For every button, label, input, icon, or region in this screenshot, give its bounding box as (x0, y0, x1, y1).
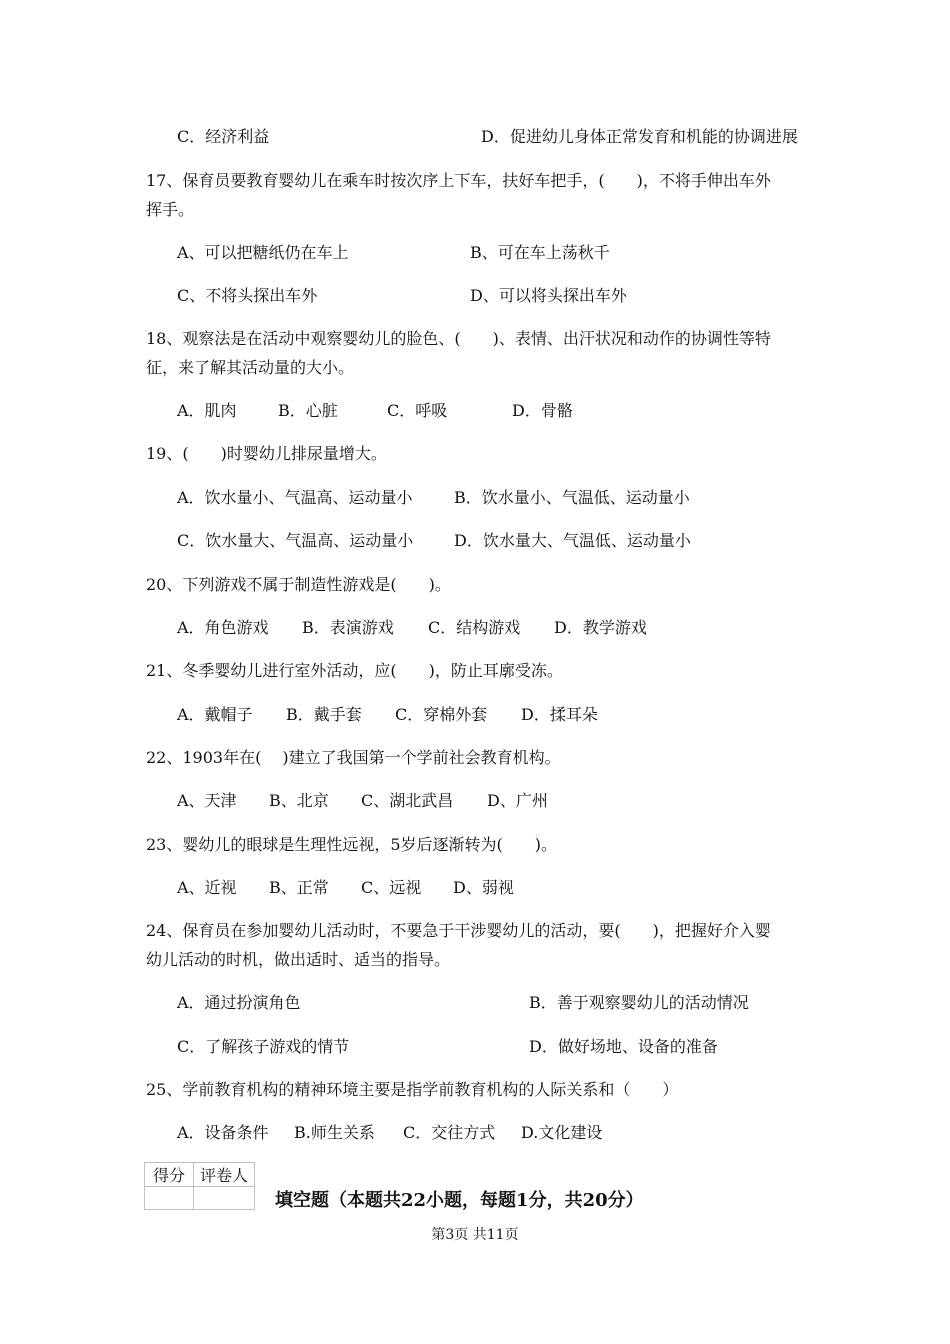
score-cell (145, 1187, 194, 1210)
q22-option-a: A、天津 (177, 791, 237, 810)
q21-option-a: A．戴帽子 (177, 705, 253, 724)
q23-stem: 23、婴幼儿的眼球是生理性远视，5岁后逐渐转为( )。 (146, 835, 558, 854)
q19-stem: 19、( )时婴幼儿排尿量增大。 (146, 444, 387, 463)
q16-option-d: D．促进幼儿身体正常发育和机能的协调进展 (481, 127, 798, 146)
q20-option-a: A．角色游戏 (177, 618, 269, 637)
q17-option-a: A、可以把糖纸仍在车上 (177, 243, 349, 262)
q23-option-b: B、正常 (269, 878, 329, 897)
q21-option-d: D．揉耳朵 (521, 705, 598, 724)
q20-option-c: C．结构游戏 (428, 618, 521, 637)
q25-stem: 25、学前教育机构的精神环境主要是指学前教育机构的人际关系和（ ） (146, 1080, 679, 1099)
q25-option-c: C．交往方式 (403, 1123, 496, 1142)
q23-option-c: C、远视 (361, 878, 422, 897)
q24-option-d: D．做好场地、设备的准备 (529, 1037, 718, 1056)
q23-option-a: A、近视 (177, 878, 237, 897)
q16-option-c: C．经济利益 (177, 127, 270, 146)
q18-option-c: C．呼吸 (387, 401, 448, 420)
q22-stem: 22、1903年在( )建立了我国第一个学前社会教育机构。 (146, 748, 561, 767)
q18-stem-line2: 征，来了解其活动量的大小。 (146, 358, 355, 377)
q25-option-d: D.文化建设 (521, 1123, 603, 1142)
score-label: 得分 (145, 1163, 194, 1187)
q19-option-a: A．饮水量小、气温高、运动量小 (177, 488, 413, 507)
q24-stem-line2: 幼儿活动的时机，做出适时、适当的指导。 (146, 950, 451, 969)
q18-option-a: A．肌肉 (177, 401, 237, 420)
q21-stem: 21、冬季婴幼儿进行室外活动，应( )，防止耳廓受冻。 (146, 661, 563, 680)
q23-option-d: D、弱视 (453, 878, 514, 897)
q24-option-b: B．善于观察婴幼儿的活动情况 (529, 993, 749, 1012)
q19-option-d: D．饮水量大、气温低、运动量小 (454, 531, 691, 550)
q22-option-c: C、湖北武昌 (361, 791, 454, 810)
q21-option-b: B．戴手套 (286, 705, 362, 724)
page-footer: 第3页 共11页 (431, 1227, 519, 1243)
q17-option-c: C、不将头探出车外 (177, 286, 318, 305)
q25-option-a: A．设备条件 (177, 1123, 269, 1142)
grader-cell (194, 1187, 255, 1210)
q24-option-c: C．了解孩子游戏的情节 (177, 1037, 350, 1056)
q17-stem-line1: 17、保育员要教育婴幼儿在乘车时按次序上下车，扶好车把手，( )，不将手伸出车外 (146, 171, 771, 190)
q17-stem-line2: 挥手。 (146, 200, 195, 219)
section-title: 填空题（本题共22小题，每题1分，共20分） (275, 1190, 644, 1211)
q17-option-d: D、可以将头探出车外 (470, 286, 627, 305)
q24-option-a: A．通过扮演角色 (177, 993, 301, 1012)
q20-option-b: B．表演游戏 (302, 618, 394, 637)
grader-label: 评卷人 (194, 1163, 255, 1187)
q18-stem-line1: 18、观察法是在活动中观察婴幼儿的脸色、( )、表情、出汗状况和动作的协调性等特 (146, 329, 771, 348)
q22-option-b: B、北京 (269, 791, 329, 810)
q17-option-b: B、可在车上荡秋千 (470, 243, 610, 262)
q20-option-d: D．教学游戏 (554, 618, 647, 637)
q18-option-b: B．心脏 (278, 401, 338, 420)
q19-option-b: B．饮水量小、气温低、运动量小 (454, 488, 690, 507)
q19-option-c: C．饮水量大、气温高、运动量小 (177, 531, 414, 550)
q18-option-d: D．骨骼 (512, 401, 573, 420)
q25-option-b: B.师生关系 (294, 1123, 375, 1142)
q24-stem-line1: 24、保育员在参加婴幼儿活动时，不要急于干涉婴幼儿的活动，要( )，把握好介入婴 (146, 921, 771, 940)
q21-option-c: C．穿棉外套 (395, 705, 488, 724)
q20-stem: 20、下列游戏不属于制造性游戏是( )。 (146, 575, 451, 594)
score-box (144, 1162, 255, 1210)
q22-option-d: D、广州 (487, 791, 548, 810)
